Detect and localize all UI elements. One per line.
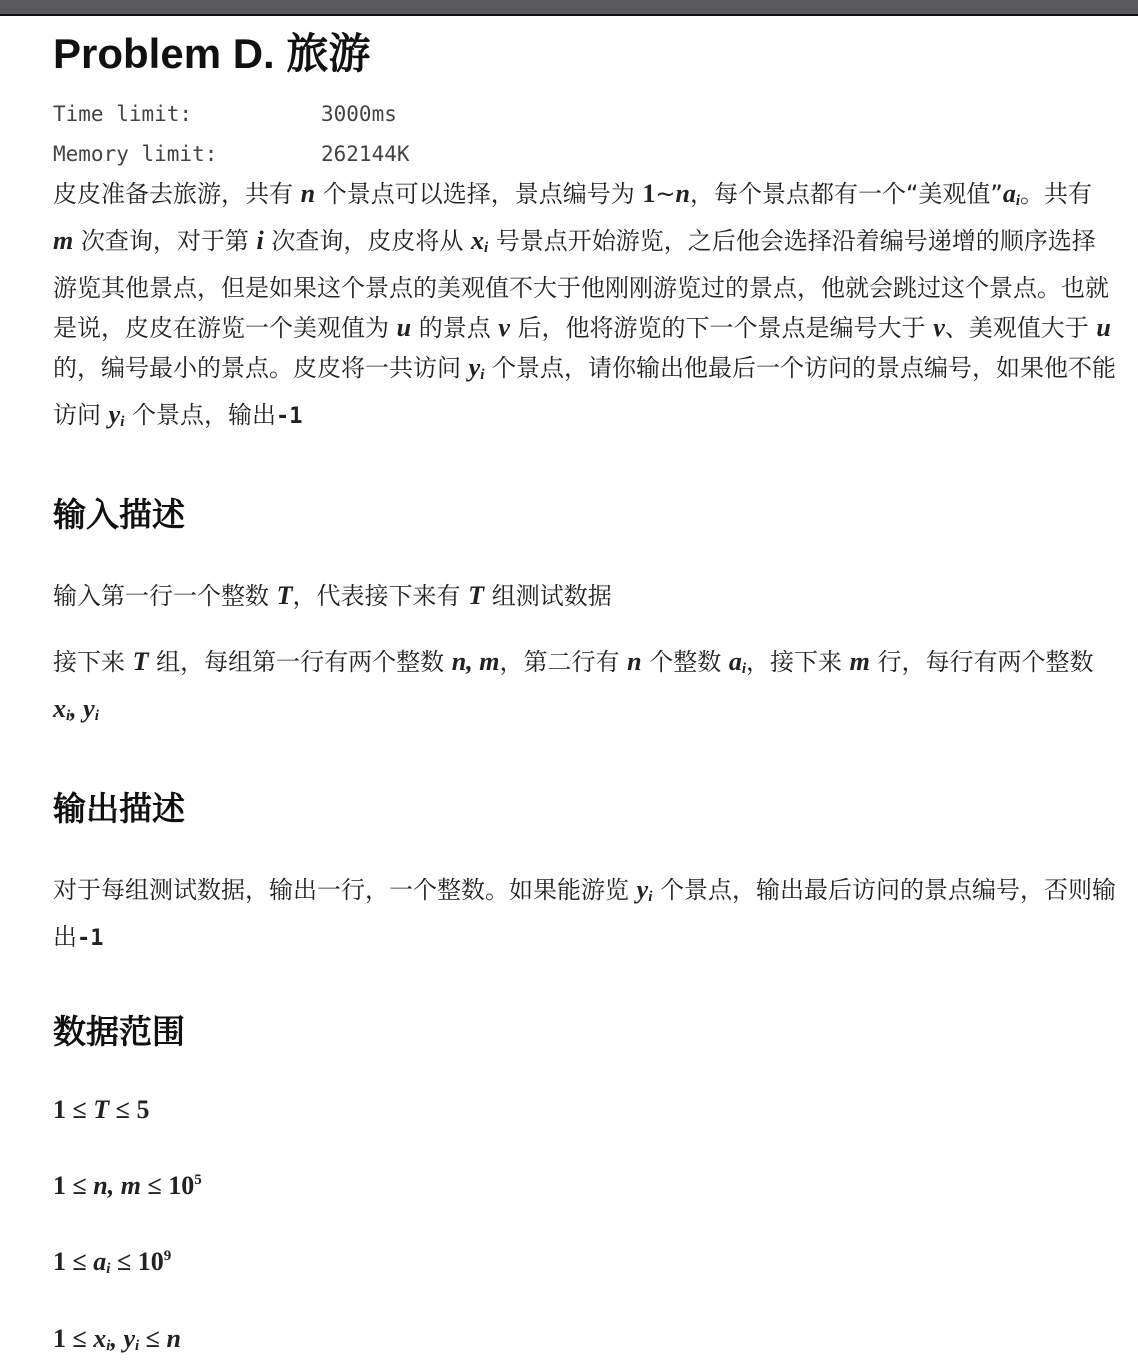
math-var bbox=[93, 1171, 141, 1200]
math-expr bbox=[53, 1324, 93, 1353]
time-limit-label: Time limit: bbox=[53, 102, 193, 126]
subscript: i bbox=[66, 708, 71, 724]
section-heading: 数据范围 bbox=[53, 1012, 185, 1051]
text: 个景点，请你输出他最后一个访问的景点编号，如果他不能访问 bbox=[53, 354, 1116, 429]
text: 输入第一行一个整数 bbox=[53, 582, 277, 610]
math-var bbox=[471, 226, 488, 255]
math-expr bbox=[110, 1247, 171, 1276]
memory-limit-value: 262144K bbox=[321, 142, 410, 166]
math-var bbox=[637, 875, 653, 904]
math-var bbox=[933, 313, 945, 342]
subscript: i bbox=[135, 1338, 140, 1354]
math-var bbox=[850, 647, 870, 676]
math-var bbox=[110, 1324, 139, 1353]
section-heading: 输出描述 bbox=[53, 789, 185, 828]
math-symbol: y bbox=[468, 353, 481, 382]
math-expr bbox=[53, 1247, 93, 1276]
math-symbol: u bbox=[1096, 313, 1111, 342]
text: 组，每组第一行有两个整数 bbox=[148, 648, 452, 676]
math-symbol: v bbox=[498, 313, 510, 342]
text: 后，他将游览的下一个景点是编号大于 bbox=[509, 314, 934, 342]
text: 次查询，皮皮将从 bbox=[263, 227, 471, 255]
math-symbol: m bbox=[53, 226, 74, 255]
math-symbol: T bbox=[276, 581, 293, 610]
math-symbol: ≤ 10 bbox=[110, 1247, 164, 1276]
math-symbol: a bbox=[93, 1247, 107, 1276]
text: 次查询，对于第 bbox=[73, 227, 257, 255]
text: ，接下来 bbox=[746, 648, 850, 676]
math-symbol: T bbox=[132, 647, 149, 676]
math-var bbox=[675, 179, 689, 208]
text: 、美观值大于 bbox=[944, 314, 1097, 342]
math-expr bbox=[139, 1324, 166, 1353]
subscript: i bbox=[94, 708, 99, 724]
math-symbol: 1 ≤ bbox=[53, 1095, 94, 1124]
math-symbol: v bbox=[933, 313, 945, 342]
section-heading: 输入描述 bbox=[53, 495, 185, 534]
time-limit-value: 3000ms bbox=[321, 102, 397, 126]
text: ~ bbox=[655, 180, 676, 208]
math-symbol: , y bbox=[70, 694, 95, 723]
code-value: -1 bbox=[276, 404, 303, 429]
math-symbol: a bbox=[728, 647, 742, 676]
math-var bbox=[277, 581, 293, 610]
math-var bbox=[729, 647, 746, 676]
section-3 bbox=[53, 1007, 1118, 1363]
section-2 bbox=[53, 784, 1118, 959]
math-var bbox=[93, 1324, 110, 1353]
math-var bbox=[498, 313, 510, 342]
section-paragraph bbox=[53, 1322, 1118, 1363]
math-symbol: n, m bbox=[451, 647, 500, 676]
text: 。共有 bbox=[1020, 180, 1092, 208]
math-symbol: ≤ bbox=[139, 1324, 167, 1353]
math-var bbox=[452, 647, 500, 676]
section-1 bbox=[53, 490, 1118, 736]
math-var bbox=[53, 694, 70, 723]
math-symbol: n bbox=[300, 179, 316, 208]
limits bbox=[53, 94, 1118, 174]
section-paragraph bbox=[53, 642, 1118, 736]
math-symbol: ≤ 10 bbox=[140, 1171, 195, 1200]
math-var bbox=[301, 179, 315, 208]
text: 号景点开始游览，之后他会选择沿着编号递增的顺序选择游览其他景点，但是如果这个景点的美观值不大于他刚刚游览过的景点，他就会跳过这个景点。也就是说，皮皮在游览一个美观值为 bbox=[53, 227, 1109, 342]
math-symbol: u bbox=[396, 313, 412, 342]
math-symbol: T bbox=[468, 581, 485, 610]
math-var bbox=[469, 353, 485, 382]
math-symbol: n, m bbox=[93, 1171, 141, 1200]
math-var bbox=[257, 226, 264, 255]
math-var bbox=[70, 694, 99, 723]
time-limit bbox=[53, 94, 1118, 134]
text: 个景点，输出最后访问的景点编号，否则输出 bbox=[53, 876, 1116, 951]
math-var bbox=[166, 1324, 180, 1353]
math-var bbox=[397, 313, 411, 342]
text: 个景点，输出 bbox=[124, 401, 276, 429]
math-expr bbox=[141, 1171, 202, 1200]
text: 的，编号最小的景点。皮皮将一共访问 bbox=[53, 354, 469, 382]
text: ，代表接下来有 bbox=[292, 582, 469, 610]
math-var bbox=[133, 647, 149, 676]
subscript: i bbox=[480, 367, 485, 383]
math-symbol: ≤ 5 bbox=[109, 1095, 150, 1124]
math-symbol: 1 ≤ bbox=[53, 1171, 94, 1200]
superscript: 9 bbox=[163, 1248, 172, 1264]
superscript: 5 bbox=[194, 1172, 202, 1188]
math-symbol: y bbox=[636, 875, 649, 904]
math-symbol: y bbox=[108, 400, 121, 429]
math-symbol: m bbox=[849, 647, 870, 676]
browser-top-bar bbox=[0, 0, 1138, 16]
section-paragraph bbox=[53, 870, 1118, 959]
subscript: i bbox=[120, 414, 125, 430]
text: 皮皮准备去旅游，共有 bbox=[53, 180, 301, 208]
code-value: -1 bbox=[77, 926, 104, 951]
text: ，每个景点都有一个“美观值” bbox=[689, 180, 1003, 208]
subscript: i bbox=[648, 889, 653, 905]
subscript: i bbox=[741, 661, 747, 677]
math-var bbox=[468, 581, 484, 610]
math-var bbox=[93, 1095, 109, 1124]
section-paragraph bbox=[53, 1239, 1118, 1286]
section-paragraph bbox=[53, 576, 1118, 616]
math-symbol: 1 ≤ bbox=[53, 1324, 94, 1353]
text: 接下来 bbox=[53, 648, 133, 676]
math-symbol: 1 ≤ bbox=[53, 1247, 94, 1276]
math-symbol: x bbox=[53, 694, 66, 723]
text: ，第二行有 bbox=[499, 648, 628, 676]
math-expr bbox=[53, 1095, 93, 1124]
math-var bbox=[1003, 179, 1020, 208]
math-symbol: 1 bbox=[642, 179, 656, 208]
math-symbol: n bbox=[675, 179, 690, 208]
section-paragraph bbox=[53, 1093, 1118, 1127]
subscript: i bbox=[106, 1261, 111, 1277]
math-symbol: x bbox=[93, 1324, 107, 1353]
math-symbol: , y bbox=[110, 1324, 135, 1353]
math-symbol: T bbox=[93, 1095, 110, 1124]
problem-statement bbox=[53, 26, 1118, 1363]
math-symbol: n bbox=[166, 1324, 181, 1353]
memory-limit bbox=[53, 134, 1118, 174]
math-symbol: a bbox=[1002, 179, 1016, 208]
section-paragraph bbox=[53, 1163, 1118, 1203]
math-expr bbox=[53, 1171, 93, 1200]
text: 行，每行有两个整数 bbox=[869, 648, 1094, 676]
math-symbol: x bbox=[471, 226, 484, 255]
math-symbol: n bbox=[627, 647, 642, 676]
math-var bbox=[627, 647, 641, 676]
page-title: Problem D. 旅游 bbox=[53, 30, 371, 77]
subscript: i bbox=[484, 240, 489, 256]
problem-description bbox=[53, 174, 1118, 442]
subscript: i bbox=[1015, 193, 1020, 209]
text: 个整数 bbox=[641, 648, 729, 676]
subscript: i bbox=[106, 1338, 111, 1354]
math-var bbox=[109, 400, 125, 429]
text: 对于每组测试数据，输出一行，一个整数。如果能游览 bbox=[53, 876, 637, 904]
math-expr bbox=[109, 1095, 149, 1124]
memory-limit-label: Memory limit: bbox=[53, 142, 218, 166]
math-var bbox=[53, 226, 73, 255]
math-expr bbox=[642, 179, 655, 208]
math-symbol: i bbox=[256, 226, 264, 255]
math-var bbox=[93, 1247, 110, 1276]
math-var bbox=[1096, 313, 1110, 342]
text: 个景点可以选择，景点编号为 bbox=[315, 180, 643, 208]
text: 组测试数据 bbox=[484, 582, 612, 610]
text: 的景点 bbox=[411, 314, 499, 342]
